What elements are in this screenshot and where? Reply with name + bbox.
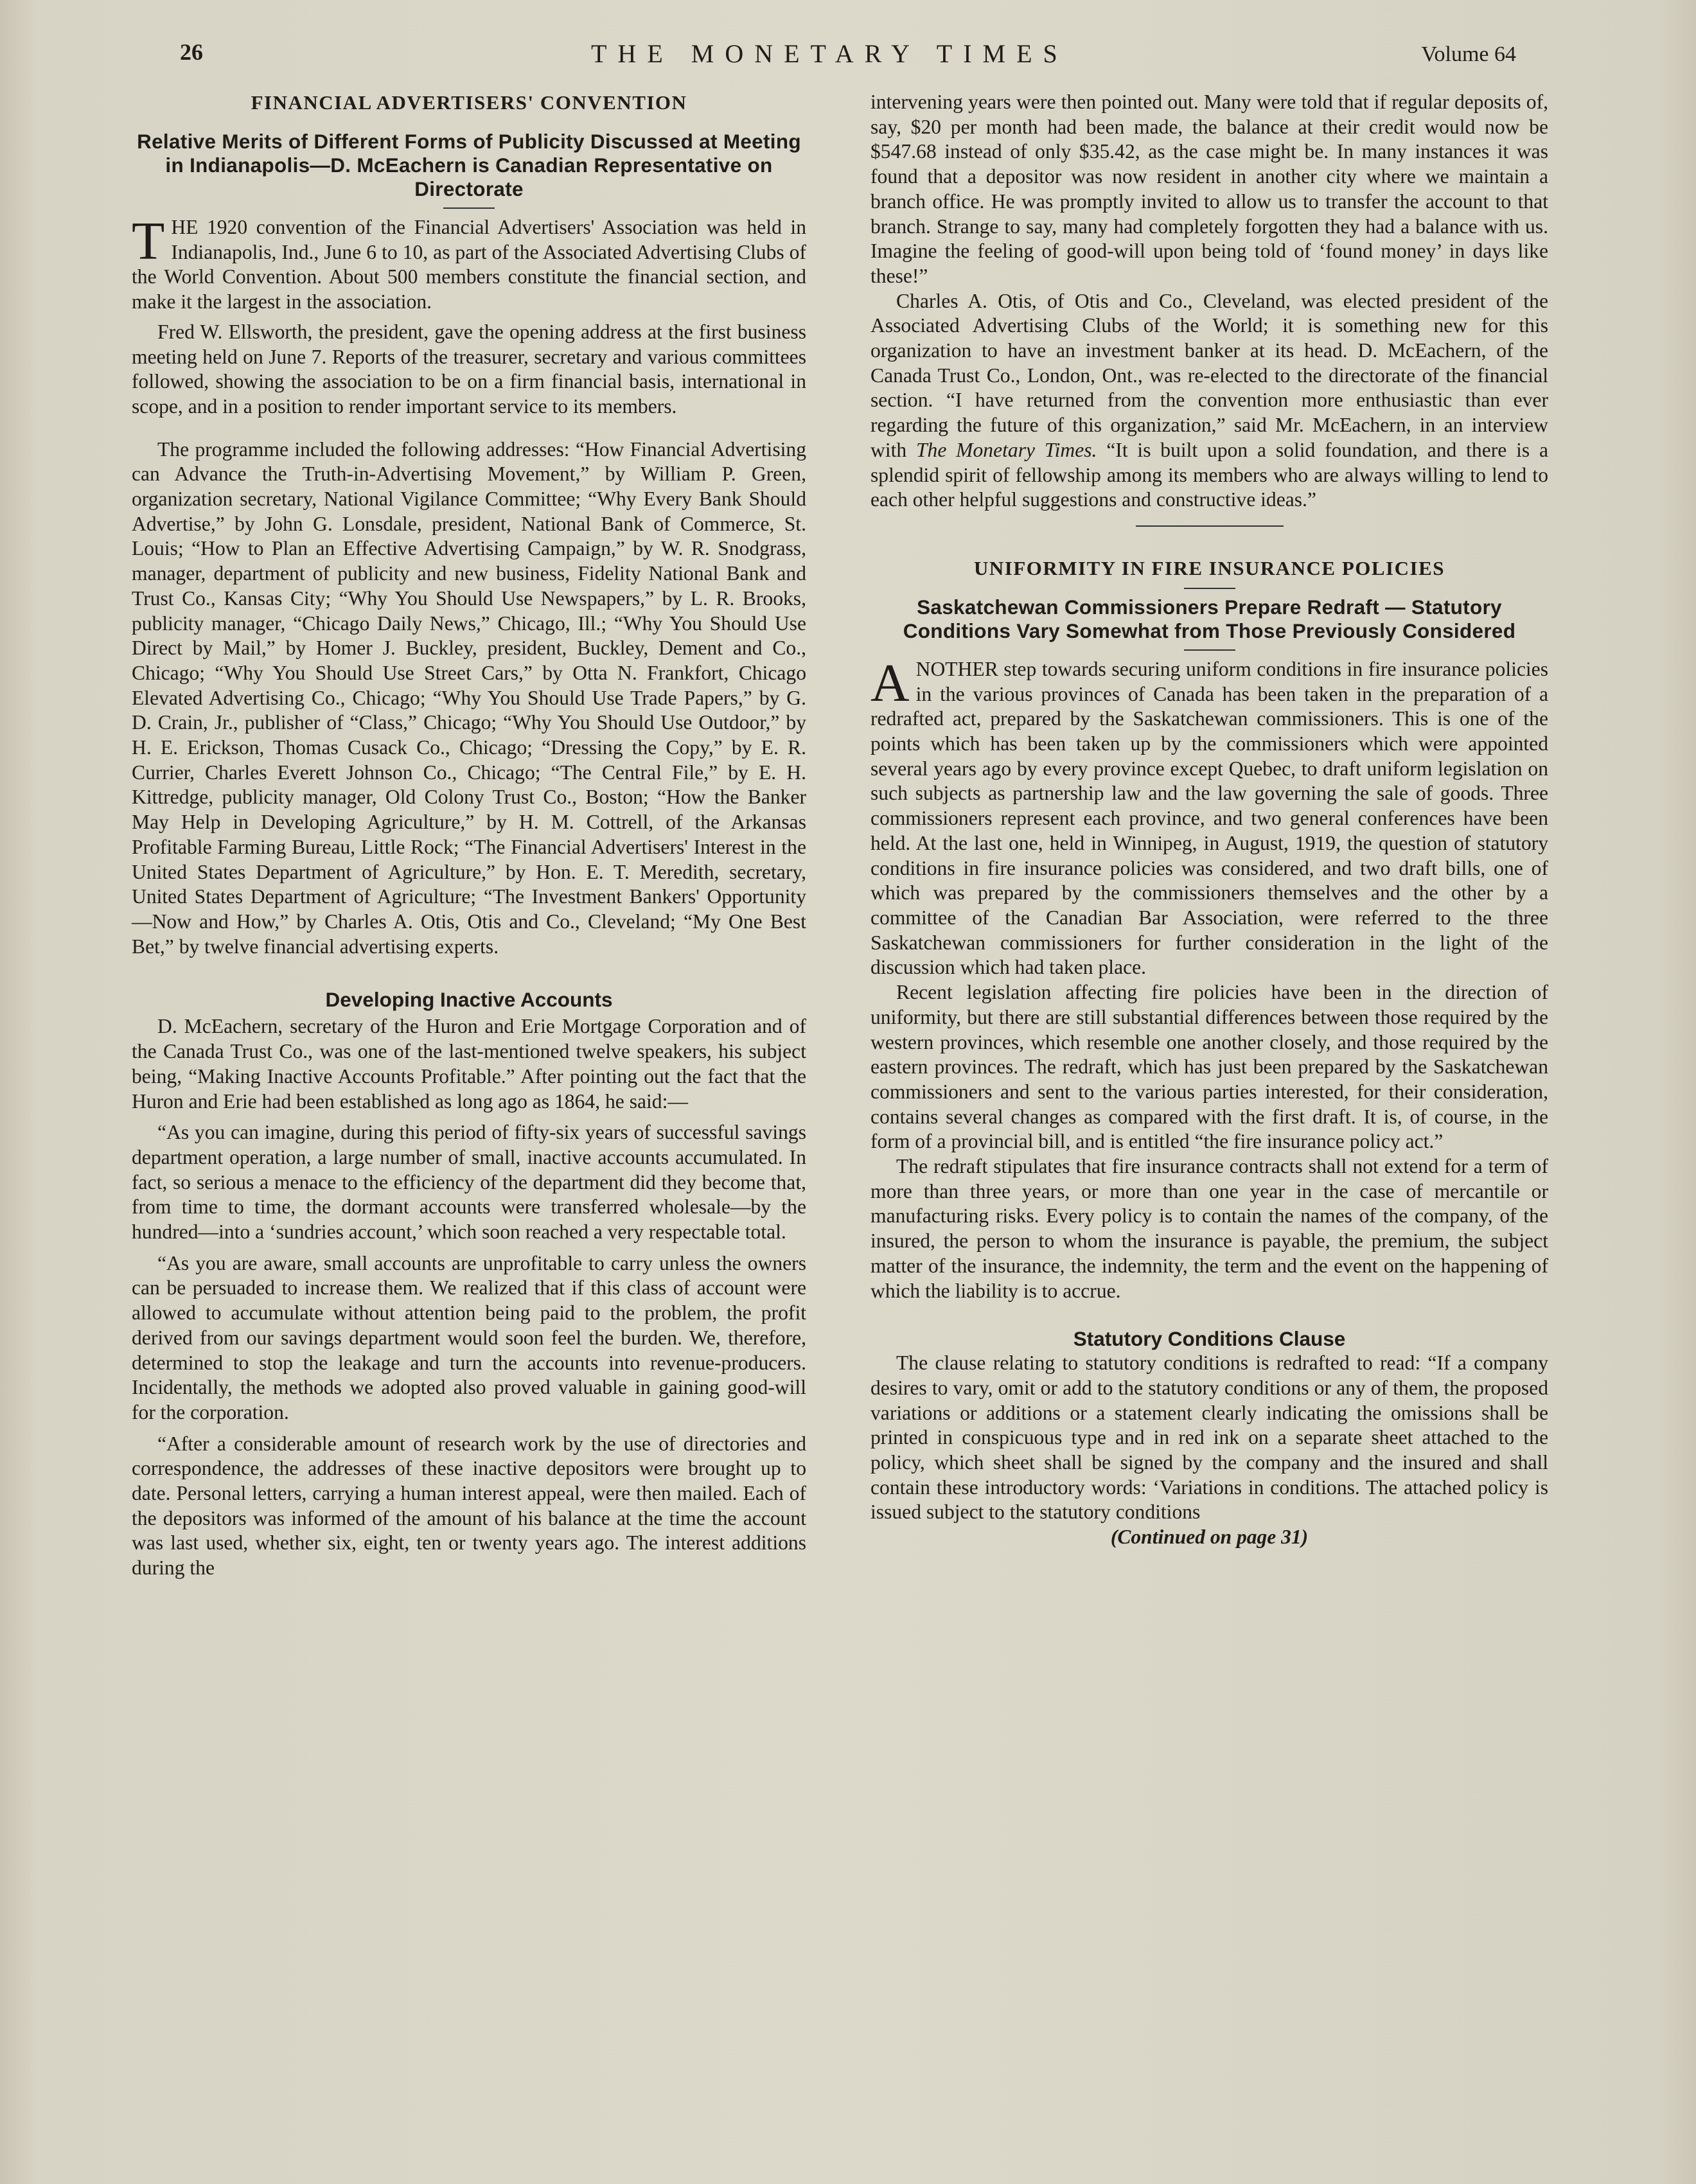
article1-subhead: Developing Inactive Accounts [325, 988, 613, 1012]
continued-note: (Continued on page 31) [1110, 1526, 1309, 1549]
article2-paragraph-4: The clause relating to statutory conditions is redrafted to read: “If a company desires to vary, omit or add to the statutory conditions or any of them, the proposed variations or additions or a statement clearly indicating the omissions shall be printed in conspicuous type and in red ink on a separate sheet attached to the policy, which sheet shall be signed by the company and the insured and shall contain these introductory words: ‘Variations in conditions. The attached policy is issued subject to the statutory conditions [870, 1352, 1548, 1524]
article2-paragraph-3: The redraft stipulates that fire insurance contracts shall not extend for a term of more than three years, or more than one year in the case of mercantile or manufacturing risks. Every policy is to contain the names of the company, of the insured, the person to whom the insurance is payable, the premium, the subject matter of the insurance, the indemnity, the term and the event on the happening of which the liability is to accrue. [870, 1155, 1548, 1302]
article1-paragraph-1: THE 1920 convention of the Financial Advertisers' Association was held in Indianapolis, Ind., June 6 to 10, as part of the Associated Advertising Clubs of the World Convention. About 500 members constitute the financial section, and make it the largest in the association. [132, 211, 806, 313]
article2-subhead: Statutory Conditions Clause [1073, 1327, 1346, 1351]
article1-paragraph-9: Charles A. Otis, of Otis and Co., Cleveland, was elected president of the Associated Advertising Clubs of the World; it is something new for this organization to have an investment banker at its head. D. McEachern, of the Canada Trust Co., London, Ont., was re-elected to the directorate of the financial section. “I have returned from the convention more enthusiastic than ever regarding the future of this organization,” said Mr. McEachern, in an interview with The Monetary Times. “It is built upon a solid foundation, and there is a splendid spirit of fellowship among its members who are always willing to lend to each other helpful suggestions and constructive ideas.” [870, 289, 1548, 511]
article2-title: UNIFORMITY IN FIRE INSURANCE POLICIES [974, 556, 1445, 579]
article1-paragraph-7: “After a considerable amount of research work by the use of directories and correspondence, the addresses of these inactive depositors were brought up to date. Personal letters, carrying a human interest appeal, were then mailed. Each of the depositors was informed of the amount of his balance at the time the account was last used, whether six, eight, ten or twenty years ago. The interest additions during the [132, 1432, 806, 1580]
article1-paragraph-8: intervening years were then pointed out. Many were told that if regular deposits of, say, $20 per month had been made, the balance at their credit would now be $547.68 instead of only $35.42, as the case might be. In many instances it was found that a depositor was now resident in another city where we maintain a branch office. He was promptly invited to allow us to transfer the account to that branch. Strange to say, many had completely forgotten they had a balance with us. Imagine the feeling of good-will upon being told of ‘found money’ in days like these!” [870, 91, 1548, 287]
article2-deck: Saskatchewan Commissioners Prepare Redraft — Statutory Conditions Vary Somewhat from Those Previously Considered [903, 595, 1516, 642]
article2-paragraph-1: ANOTHER step towards securing uniform conditions in fire insurance policies in the various provinces of Canada has been taken in the preparation of a redrafted act, prepared by the Saskatchewan commissioners. This is one of the points which has been taken up by the commissioners which were appointed several years ago by every province except Quebec, to draft uniform legislation on such subjects as partnership law and the law governing the sale of goods. Three commissioners represent each province, and two general conferences have been held. At the last one, held in Winnipeg, in August, 1919, the question of statutory conditions in fire insurance policies was considered, and two draft bills, one of which was prepared by the commissioners themselves and the other by a committee of the Canadian Bar Association, were referred to the three Saskatchewan commissioners for further consideration in the light of the discussion which had taken place. [870, 653, 1548, 979]
right-column [870, 90, 1548, 1549]
article1-paragraph-5: “As you can imagine, during this period of fifty-six years of successful savings department operation, a large number of small, inactive accounts accumulated. In fact, so serious a menace to the efficiency of the department did they become that, from time to time, the dormant accounts were transferred wholesale—by the hundred—into a ‘sundries account,’ which soon reached a very respectable total. [132, 1121, 806, 1244]
article1-paragraph-4: D. McEachern, secretary of the Huron and Erie Mortgage Corporation and of the Canada Trust Co., was one of the last-mentioned twelve speakers, his subject being, “Making Inactive Accounts Profitable.” After pointing out the fact that the Huron and Erie had been established as long ago as 1864, he said:— [132, 1015, 806, 1113]
section-divider [1136, 525, 1284, 527]
publication-title: THE MONETARY TIMES [591, 39, 1068, 68]
volume-label: Volume 64 [1421, 42, 1516, 66]
divider [1184, 588, 1235, 589]
divider [443, 207, 495, 209]
article1-paragraph-3: The programme included the following addresses: “How Financial Advertising can Advance the Truth-in-Advertising Movement,” by William P. Green, organization secretary, National Vigilance Committee; “Why Every Bank Should Advertise,” by John G. Lonsdale, president, National Bank of Commerce, St. Louis; “How to Plan an Effective Advertising Campaign,” by W. R. Snodgrass, manager, department of publicity and new business, Fidelity National Bank and Trust Co., Kansas City; “Why You Should Use Newspapers,” by L. R. Brooks, publicity manager, “Chicago Daily News,” Chicago, Ill.; “Why You Should Use Direct by Mail,” by Homer J. Buckley, president, Buckley, Dement and Co., Chicago; “Why You Should Use Street Cars,” by Otta N. Frankfort, Chicago Elevated Advertising Co., Chicago; “Why You Should Use Trade Papers,” by G. D. Crain, Jr., publisher of “Class,” Chicago; “Why You Should Use Outdoor,” by H. E. Erickson, Thomas Cusack Co., Chicago; “Dressing the Copy,” by E. R. Currier, Charles Everett Johnson Co., Chicago; “The Central File,” by E. H. Kittredge, publicity manager, Old Colony Trust Co., Boston; “How the Banker May Help in Developing Agriculture,” by H. M. Cottrell, of the Arkansas Profitable Farming Bureau, Little Rock; “The Financial Advertisers' Interest in the United States Department of Agriculture,” by Hon. E. T. Meredith, secretary, United States Department of Agriculture; “The Investment Bankers' Opportunity—Now and How,” by Charles A. Otis, Otis and Co., Cleveland; “My One Best Bet,” by twelve financial advertising experts. [132, 437, 806, 958]
divider [1184, 649, 1235, 651]
article1-paragraph-2: Fred W. Ellsworth, the president, gave the opening address at the first business meeting held on June 7. Reports of the treasurer, secretary and various committees followed, showing the association to be on a firm financial basis, international in scope, and in a position to render important service to its members. [132, 320, 806, 418]
dropcap: T [132, 211, 165, 271]
dropcap: A [870, 653, 910, 713]
article1-paragraph-6: “As you are aware, small accounts are unprofitable to carry unless the owners can be persuaded to increase them. We realized that if this class of account were allowed to accumulate without attention being paid to the problem, the profit derived from our savings department would soon feel the burden. We, therefore, determined to stop the leakage and turn the accounts into revenue-producers. Incidentally, the methods we adopted also proved valuable in gaining good-will for the corporation. [132, 1251, 806, 1423]
article1-deck: Relative Merits of Different Forms of Publicity Discussed at Meeting in Indianapolis—D. McEachern is Canadian Representative on Directorate [137, 130, 801, 200]
page-number: 26 [180, 39, 203, 65]
page-header [180, 39, 1516, 77]
left-column [132, 90, 806, 1581]
article1-title: FINANCIAL ADVERTISERS' CONVENTION [251, 91, 687, 114]
article2-paragraph-2: Recent legislation affecting fire policies have been in the direction of uniformity, but there are still substantial differences between those required by the western provinces, which resemble one another closely, and those required by the eastern provinces. The redraft, which has just been prepared by the Saskatchewan commissioners and sent to the various parties interested, for their consideration, contains several changes as compared with the first draft. It is, of course, in the form of a provincial bill, and is entitled “the fire insurance policy act.” [870, 981, 1548, 1153]
